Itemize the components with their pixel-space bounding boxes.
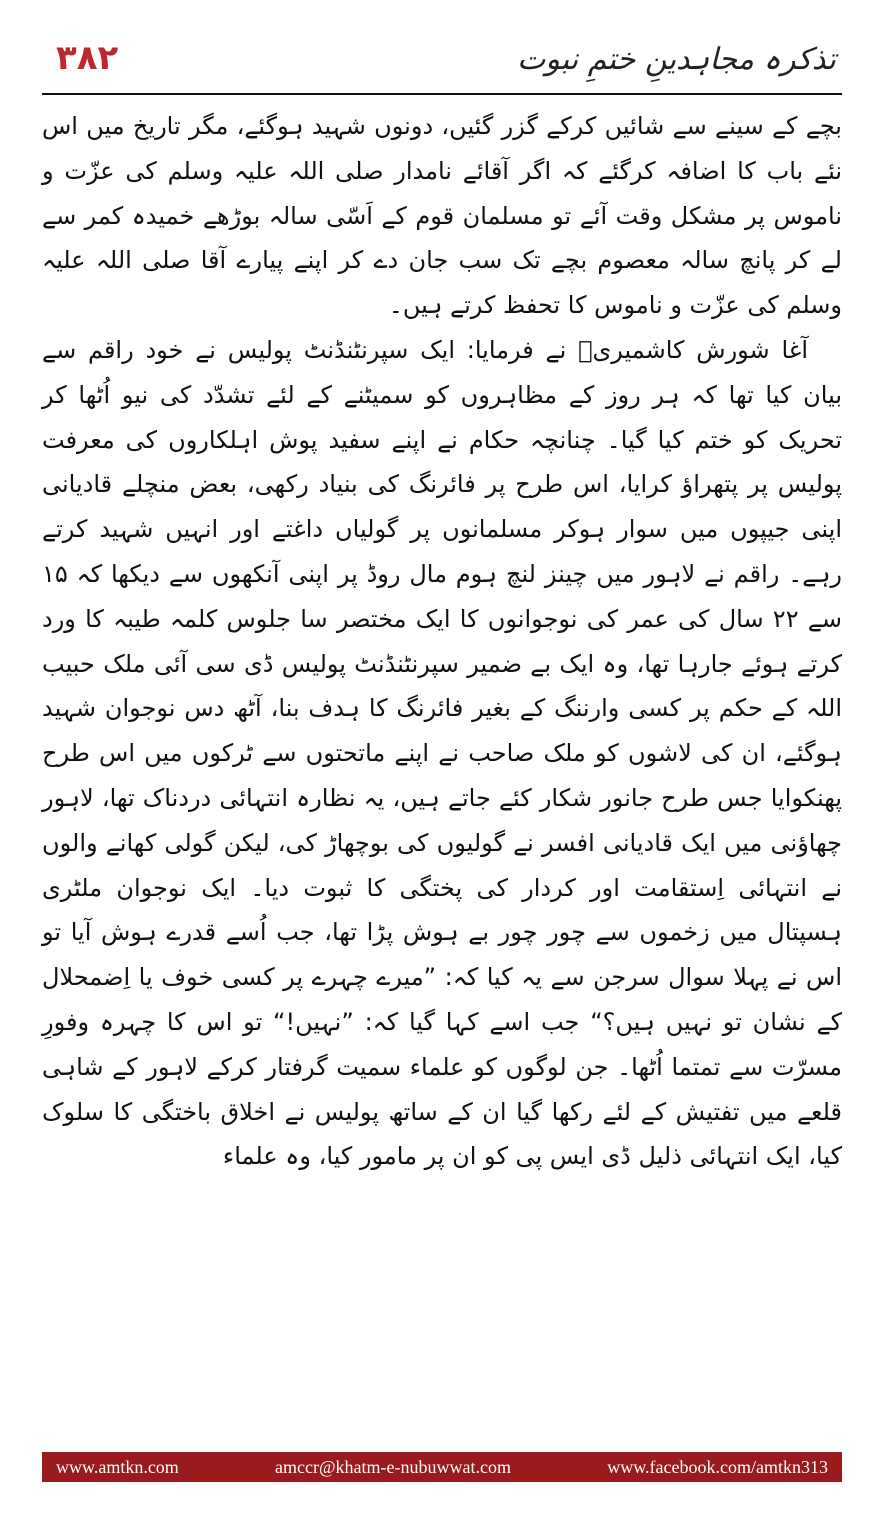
footer-bar xyxy=(42,1452,842,1482)
page-header xyxy=(42,28,842,94)
email-link[interactable]: amccr@khatm-e-nubuwwat.com xyxy=(275,1456,512,1477)
facebook-link[interactable]: www.facebook.com/amtkn313 xyxy=(607,1456,828,1477)
website-link[interactable]: www.amtkn.com xyxy=(56,1456,179,1477)
page-number: ۳۸۲ xyxy=(56,38,119,78)
header-divider xyxy=(42,93,842,95)
book-title: تذکرہ مجاہدینِ ختمِ نبوت xyxy=(517,42,836,77)
paragraph-2: آغا شورش کاشمیریؒ نے فرمایا: ایک سپرنٹنڈنٹ پولیس نے خود راقم سے بیان کیا تھا کہ ہر روز کے مظاہروں کو سمیٹنے کے لئے تشدّد کی نیو اُٹھا کر تحریک کو ختم کیا گیا۔ چنانچہ حکام نے اپنے سفید پوش اہلکاروں کی معرفت پولیس پر پتھراؤ کرایا، اس طرح پر فائرنگ کی بنیاد رکھی، بعض منچلے قادیانی اپنی جیپوں میں سوار ہوکر مسلمانوں پر گولیاں داغتے اور انہیں شہید کرتے رہے۔ راقم نے لاہور میں چینز لنچ ہوم مال روڈ پر اپنی آنکھوں سے دیکھا کہ ۱۵ سے ۲۲ سال کی عمر کی نوجوانوں کا ایک مختصر سا جلوس کلمہ طیبہ کا ورد کرتے ہوئے جارہا تھا، وہ ایک بے ضمیر سپرنٹنڈنٹ پولیس ڈی سی آئی ملک حبیب اللہ کے حکم پر کسی وارننگ کے بغیر فائرنگ کا ہدف بنا، آٹھ دس نوجوان شہید ہوگئے، ان کی لاشوں کو ملک صاحب نے اپنے ماتحتوں سے ٹرکوں میں اس طرح پھنکوایا جس طرح جانور شکار کئے جاتے ہیں، یہ نظارہ انتہائی دردناک تھا، لاہور چھاؤنی میں ایک قادیانی افسر نے گولیوں کی بوچھاڑ کی، لیکن گولی کھانے والوں نے انتہائی اِستقامت اور کردار کی پختگی کا ثبوت دیا۔ ایک نوجوان ملٹری ہسپتال میں زخموں سے چور چور بے ہوش پڑا تھا، جب اُسے قدرے ہوش آیا تو اس نے پہلا سوال سرجن سے یہ کیا کہ: ”میرے چہرے پر کسی خوف یا اِضمحلال کے نشان تو نہیں ہیں؟“ جب اسے کہا گیا کہ: ”نہیں!“ تو اس کا چہرہ وفورِ مسرّت سے تمتما اُٹھا۔ جن لوگوں کو علماء سمیت گرفتار کرکے لاہور کے شاہی قلعے میں تفتیش کے لئے رکھا گیا ان کے ساتھ پولیس نے اخلاق باختگی کا سلوک کیا، ایک انتہائی ذلیل ڈی ایس پی کو ان پر مامور کیا، وہ علماء xyxy=(42,335,842,1171)
paragraph-1: بچے کے سینے سے شائیں کرکے گزر گئیں، دونوں شہید ہوگئے، مگر تاریخ میں اس نئے باب کا اضافہ کرگئے کہ اگر آقائے نامدار صلی اللہ علیہ وسلم کی عزّت و ناموس پر مشکل وقت آئے تو مسلمان قوم کے اَسّی سالہ بوڑھے خمیدہ کمر سے لے کر پانچ سالہ معصوم بچے تک سب جان دے کر اپنے پیارے آقا صلی اللہ علیہ وسلم کی عزّت و ناموس کا تحفظ کرتے ہیں۔ xyxy=(42,112,843,320)
page-body xyxy=(42,104,842,1179)
